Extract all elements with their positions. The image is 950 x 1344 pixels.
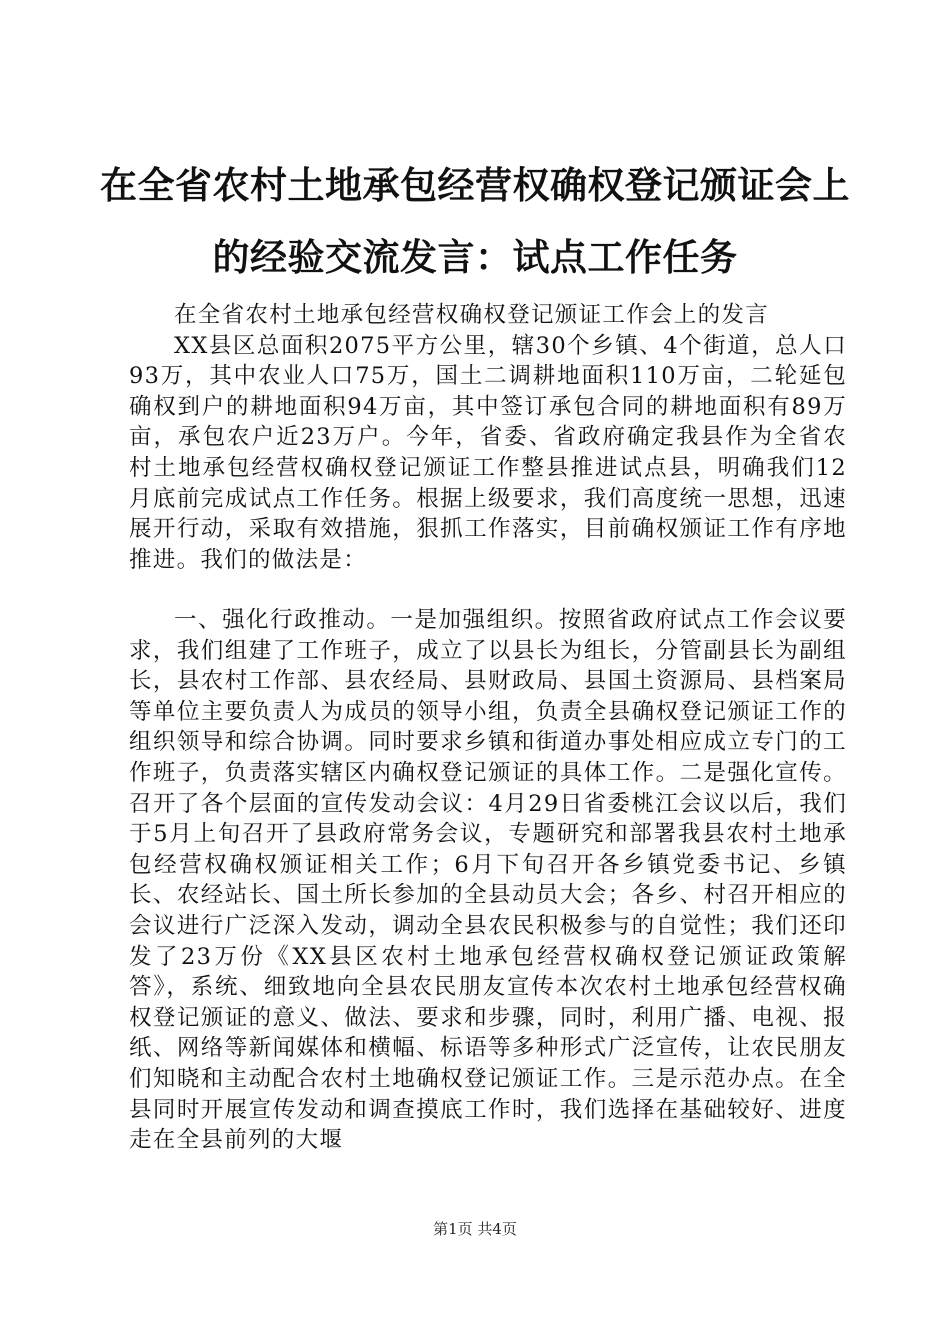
section-block [129, 605, 847, 1156]
paragraph-section-1: 一、强化行政推动。一是加强组织。按照省政府试点工作会议要求，我们组建了工作班子，成立了以县长为组长，分管副县长为副组长，县农村工作部、县农经局、县财政局、县国土资源局、县档案局等单位主要负责人为成员的领导小组，负责全县确权登记颁证工作的组织领导和综合协调。同时要求乡镇和街道办事处相应成立专门的工作班子，负责落实辖区内确权登记颁证的具体工作。二是强化宣传。召开了各个层面的宣传发动会议：4月29日省委桃江会议以后，我们于5月上旬召开了县政府常务会议，专题研究和部署我县农村土地承包经营权确权颁证相关工作；6月下旬召开各乡镇党委书记、乡镇长、农经站长、国土所长参加的全县动员大会；各乡、村召开相应的会议进行广泛深入发动，调动全县农民积极参与的自觉性；我们还印发了23万份《XX县区农村土地承包经营权确权登记颁证政策解答》，系统、细致地向全县农民朋友宣传本次农村土地承包经营权确权登记颁证的意义、做法、要求和步骤，同时，利用广播、电视、报纸、网络等新闻媒体和横幅、标语等多种形式广泛宣传，让农民朋友们知晓和主动配合农村土地确权登记颁证工作。三是示范办点。在全县同时开展宣传发动和调查摸底工作时，我们选择在基础较好、进度走在全县前列的大堰 [129, 607, 847, 1154]
intro-block [129, 300, 847, 575]
document-title-line-1: 在全省农村土地承包经营权确权登记颁证会上 [100, 164, 850, 207]
page-footer: 第1页 共4页 [433, 1220, 517, 1238]
document-title-line-2: 的经验交流发言：试点工作任务 [212, 236, 738, 279]
paragraph-intro: XX县区总面积2075平方公里，辖30个乡镇、4个街道，总人口93万，其中农业人口75万，国土二调耕地面积110万亩，二轮延包确权到户的耕地面积94万亩，其中签订承包合同的耕地面积有89万亩，承包农户近23万户。今年，省委、省政府确定我县作为全省农村土地承包经营权确权登记颁证工作整县推进试点县，明确我们12月底前完成试点工作任务。根据上级要求，我们高度统一思想，迅速展开行动，采取有效措施，狠抓工作落实，目前确权颁证工作有序地推进。我们的做法是： [129, 332, 847, 573]
speech-subtitle: 在全省农村土地承包经营权确权登记颁证工作会上的发言 [174, 302, 770, 328]
